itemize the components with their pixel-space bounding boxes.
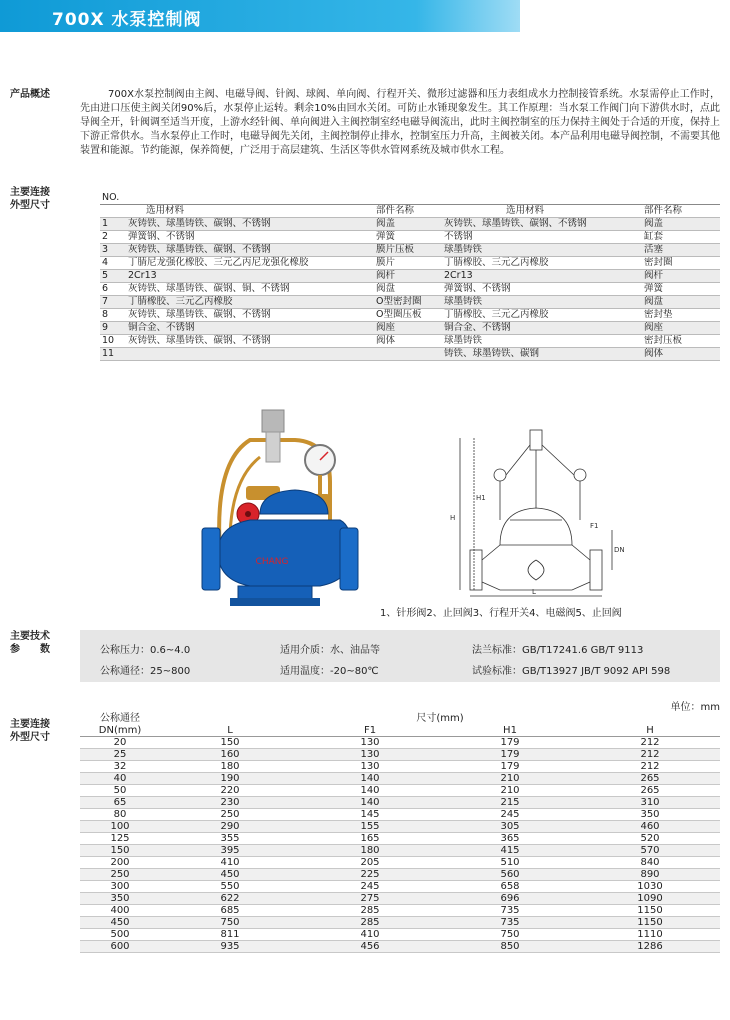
f1-cell: 140 (300, 773, 440, 785)
h-cell: 265 (580, 785, 720, 797)
l-cell: 622 (160, 893, 300, 905)
materials-header-row (100, 205, 720, 218)
materials-no: 8 (100, 309, 126, 322)
material-2: 铸铁、球墨铸铁、碳钢 (442, 348, 642, 361)
h-cell: 1150 (580, 905, 720, 917)
f1-cell: 130 (300, 749, 440, 761)
dimensions-row (80, 941, 720, 953)
f1-cell: 245 (300, 881, 440, 893)
l-cell: 550 (160, 881, 300, 893)
materials-no: 4 (100, 257, 126, 270)
h1-cell: 179 (440, 761, 580, 773)
dn-cell: 450 (80, 917, 160, 929)
materials-row (100, 296, 720, 309)
f1-cell: 225 (300, 869, 440, 881)
dn-cell: 20 (80, 737, 160, 749)
dn-cell: 40 (80, 773, 160, 785)
dimensions-row (80, 917, 720, 929)
part-name-1: 阀体 (374, 335, 442, 348)
h-cell: 212 (580, 737, 720, 749)
tech-test: 试验标准：GB/T13927 JB/T 9092 API 598 (472, 666, 671, 677)
dn-cell: 125 (80, 833, 160, 845)
col-header-f1: F1 (300, 725, 440, 737)
h-cell: 570 (580, 845, 720, 857)
part-name-2: 缸套 (642, 231, 720, 244)
dimensions-row (80, 881, 720, 893)
dn-cell: 400 (80, 905, 160, 917)
materials-label-1: 主要连接 (10, 187, 50, 198)
h1-cell: 510 (440, 857, 580, 869)
materials-row (100, 322, 720, 335)
h1-cell: 735 (440, 917, 580, 929)
material-2: 弹簧钢、不锈钢 (442, 283, 642, 296)
materials-no: 5 (100, 270, 126, 283)
part-name-2: 阀盘 (642, 296, 720, 309)
l-cell: 180 (160, 761, 300, 773)
dimensions-row (80, 929, 720, 941)
f1-cell: 130 (300, 737, 440, 749)
part-name-1: 膜片 (374, 257, 442, 270)
f1-cell: 275 (300, 893, 440, 905)
h1-cell: 179 (440, 737, 580, 749)
f1-cell: 165 (300, 833, 440, 845)
f1-cell: 130 (300, 761, 440, 773)
material-1: 丁腈橡胶、三元乙丙橡胶 (126, 296, 374, 309)
materials-row (100, 218, 720, 231)
dn-header-2: DN(mm) (80, 725, 160, 737)
materials-no: 7 (100, 296, 126, 309)
materials-row (100, 348, 720, 361)
f1-cell: 145 (300, 809, 440, 821)
part-name-1: O型密封圈 (374, 296, 442, 309)
h1-cell: 750 (440, 929, 580, 941)
materials-no: 6 (100, 283, 126, 296)
l-cell: 230 (160, 797, 300, 809)
f1-cell: 285 (300, 905, 440, 917)
material-2: 球墨铸铁 (442, 244, 642, 257)
overview-text: 700X水泵控制阀由主阀、电磁导阀、针阀、球阀、单向阀、行程开关、微形过滤器和压力表组成水力控制接管系统。水泵需停止工作时，先由进口压使主阀关闭90%后，水泵停止运转。剩余10%由回水关闭。可防止水锤现象发生。其工作原理：当水泵工作阀门向下游供水时，点此导阀全开，针阀调至适当开度，上游水经针阀、单向阀进入主阀控制室经电磁导阀流出，此时主阀控制室的压力保持主阀处于合适的开度，保持上下游正常供水。当水泵停止工作时，电磁导阀先关闭，主阀控制停止排水，控制室压力升高，主阀被关闭。本产品利用电磁导阀控制，不需要其他装置和能源。节约能源，保养简便，广泛用于高层建筑、生活区等供水管网系统及城市供水工程。 (80, 89, 720, 156)
l-cell: 935 (160, 941, 300, 953)
drawing-label-h: H (450, 514, 456, 522)
materials-no: 2 (100, 231, 126, 244)
tech-flange: 法兰标准：GB/T17241.6 GB/T 9113 (472, 645, 644, 656)
material-2: 不锈钢 (442, 231, 642, 244)
h-cell: 460 (580, 821, 720, 833)
col-header-l: L (160, 725, 300, 737)
h-cell: 1286 (580, 941, 720, 953)
f1-cell: 155 (300, 821, 440, 833)
size-header: 尺寸(mm) (416, 713, 464, 725)
dn-cell: 250 (80, 869, 160, 881)
materials-no-row (100, 192, 720, 205)
f1-cell: 205 (300, 857, 440, 869)
part-name-1: O型圈压板 (374, 309, 442, 322)
h1-cell: 215 (440, 797, 580, 809)
l-cell: 450 (160, 869, 300, 881)
part-name-2: 密封垫 (642, 309, 720, 322)
dn-cell: 300 (80, 881, 160, 893)
h1-cell: 210 (440, 773, 580, 785)
h-cell: 1030 (580, 881, 720, 893)
drawing-label-f1: F1 (590, 522, 599, 530)
title-bar (0, 0, 520, 32)
materials-no: 11 (100, 348, 126, 361)
h1-cell: 696 (440, 893, 580, 905)
dn-cell: 50 (80, 785, 160, 797)
materials-row (100, 257, 720, 270)
l-cell: 410 (160, 857, 300, 869)
material-2: 2Cr13 (442, 270, 642, 283)
h-cell: 350 (580, 809, 720, 821)
part-name-2: 密封压板 (642, 335, 720, 348)
unit-label: 单位：mm (670, 702, 720, 713)
l-cell: 685 (160, 905, 300, 917)
materials-no: 1 (100, 218, 126, 231)
dn-cell: 500 (80, 929, 160, 941)
tech-label-2: 参 数 (10, 644, 50, 655)
dn-cell: 32 (80, 761, 160, 773)
material-1 (126, 348, 374, 361)
material-1: 2Cr13 (126, 270, 374, 283)
h1-cell: 365 (440, 833, 580, 845)
f1-cell: 285 (300, 917, 440, 929)
h-cell: 310 (580, 797, 720, 809)
material-2: 灰铸铁、球墨铸铁、碳钢、不锈钢 (442, 218, 642, 231)
drawing-label-h1: H1 (476, 494, 486, 502)
materials-row (100, 270, 720, 283)
materials-row (100, 231, 720, 244)
h-cell: 1090 (580, 893, 720, 905)
dimensions-row (80, 833, 720, 845)
tech-pressure: 公称压力：0.6~4.0 (100, 645, 191, 656)
header-part-1: 部件名称 (374, 205, 442, 218)
l-cell: 395 (160, 845, 300, 857)
dn-cell: 25 (80, 749, 160, 761)
h-cell: 1150 (580, 917, 720, 929)
h1-cell: 560 (440, 869, 580, 881)
l-cell: 160 (160, 749, 300, 761)
drawing-label-l: L (532, 588, 536, 596)
overview-label: 产品概述 (10, 89, 50, 100)
tech-temperature: 适用温度：-20~80℃ (280, 666, 379, 677)
l-cell: 290 (160, 821, 300, 833)
dimensions-label-1: 主要连接 (10, 719, 50, 730)
dimensions-header-row-1 (80, 713, 720, 725)
dn-cell: 200 (80, 857, 160, 869)
dimensions-row (80, 845, 720, 857)
part-name-2: 阀盖 (642, 218, 720, 231)
col-header-h: H (580, 725, 720, 737)
material-1: 灰铸铁、球墨铸铁、碳钢、铜、不锈钢 (126, 283, 374, 296)
h-cell: 1110 (580, 929, 720, 941)
col-header-h1: H1 (440, 725, 580, 737)
part-name-2: 阀杆 (642, 270, 720, 283)
part-name-2: 密封圈 (642, 257, 720, 270)
materials-label-2: 外型尺寸 (10, 200, 50, 211)
material-1: 弹簧钢、不锈钢 (126, 231, 374, 244)
header-material-1: 选用材料 (126, 205, 374, 218)
part-name-2: 活塞 (642, 244, 720, 257)
h1-cell: 210 (440, 785, 580, 797)
valve-brand: CHANG (255, 557, 289, 567)
tech-label-1: 主要技术 (10, 631, 50, 642)
f1-cell: 456 (300, 941, 440, 953)
dimensions-row (80, 869, 720, 881)
valve-drawing (440, 420, 630, 600)
part-name-1: 膜片压板 (374, 244, 442, 257)
tech-params-box (80, 630, 720, 682)
dimensions-row (80, 893, 720, 905)
dn-header-1: 公称通径 (100, 713, 140, 725)
dimensions-label-2: 外型尺寸 (10, 732, 50, 743)
materials-row (100, 283, 720, 296)
h-cell: 212 (580, 761, 720, 773)
materials-no: 10 (100, 335, 126, 348)
f1-cell: 140 (300, 797, 440, 809)
h-cell: 840 (580, 857, 720, 869)
materials-no: 9 (100, 322, 126, 335)
dimensions-header-row-2 (80, 725, 720, 737)
l-cell: 811 (160, 929, 300, 941)
drawing-caption: 1、针形阀2、止回阀3、行程开关4、电磁阀5、止回阀 (380, 608, 622, 619)
material-1: 灰铸铁、球墨铸铁、碳钢、不锈钢 (126, 218, 374, 231)
dimensions-row (80, 797, 720, 809)
h1-cell: 735 (440, 905, 580, 917)
materials-row (100, 309, 720, 322)
f1-cell: 180 (300, 845, 440, 857)
l-cell: 220 (160, 785, 300, 797)
tech-diameter: 公称通径：25~800 (100, 666, 191, 677)
dimensions-row (80, 905, 720, 917)
material-1: 丁腈尼龙强化橡胶、三元乙丙尼龙强化橡胶 (126, 257, 374, 270)
dimensions-row (80, 761, 720, 773)
materials-row (100, 335, 720, 348)
part-name-1: 弹簧 (374, 231, 442, 244)
part-name-1: 阀盘 (374, 283, 442, 296)
part-name-2: 阀座 (642, 322, 720, 335)
part-name-1: 阀座 (374, 322, 442, 335)
dimensions-row (80, 785, 720, 797)
part-name-1 (374, 348, 442, 361)
l-cell: 355 (160, 833, 300, 845)
material-1: 灰铸铁、球墨铸铁、碳钢、不锈钢 (126, 309, 374, 322)
header-material-2: 选用材料 (442, 205, 642, 218)
material-1: 灰铸铁、球墨铸铁、碳钢、不锈钢 (126, 244, 374, 257)
materials-no: 3 (100, 244, 126, 257)
l-cell: 150 (160, 737, 300, 749)
h-cell: 265 (580, 773, 720, 785)
dimensions-row (80, 773, 720, 785)
dn-cell: 600 (80, 941, 160, 953)
h1-cell: 850 (440, 941, 580, 953)
h1-cell: 658 (440, 881, 580, 893)
dn-cell: 80 (80, 809, 160, 821)
drawing-label-dn: DN (614, 546, 625, 554)
h1-cell: 305 (440, 821, 580, 833)
valve-photo (190, 402, 360, 618)
dn-cell: 100 (80, 821, 160, 833)
materials-table (100, 192, 720, 361)
material-1: 灰铸铁、球墨铸铁、碳钢、不锈钢 (126, 335, 374, 348)
material-2: 丁腈橡胶、三元乙丙橡胶 (442, 257, 642, 270)
l-cell: 190 (160, 773, 300, 785)
materials-no-label: NO. (100, 192, 126, 205)
dimensions-row (80, 749, 720, 761)
dn-cell: 65 (80, 797, 160, 809)
page-title: 700X 水泵控制阀 (52, 10, 202, 30)
material-2: 球墨铸铁 (442, 335, 642, 348)
part-name-2: 阀体 (642, 348, 720, 361)
f1-cell: 140 (300, 785, 440, 797)
dn-cell: 150 (80, 845, 160, 857)
part-name-1: 阀盖 (374, 218, 442, 231)
part-name-1: 阀杆 (374, 270, 442, 283)
l-cell: 750 (160, 917, 300, 929)
header-part-2: 部件名称 (642, 205, 720, 218)
material-2: 丁腈橡胶、三元乙丙橡胶 (442, 309, 642, 322)
f1-cell: 410 (300, 929, 440, 941)
h-cell: 212 (580, 749, 720, 761)
materials-row (100, 244, 720, 257)
h1-cell: 245 (440, 809, 580, 821)
dimensions-row (80, 737, 720, 749)
part-name-2: 弹簧 (642, 283, 720, 296)
h-cell: 890 (580, 869, 720, 881)
material-2: 铜合金、不锈钢 (442, 322, 642, 335)
material-1: 铜合金、不锈钢 (126, 322, 374, 335)
material-2: 球墨铸铁 (442, 296, 642, 309)
dn-cell: 350 (80, 893, 160, 905)
h1-cell: 179 (440, 749, 580, 761)
dimensions-row (80, 809, 720, 821)
dimensions-row (80, 857, 720, 869)
dimensions-table (80, 713, 720, 953)
h1-cell: 415 (440, 845, 580, 857)
tech-medium: 适用介质：水、油品等 (280, 645, 380, 656)
dimensions-row (80, 821, 720, 833)
h-cell: 520 (580, 833, 720, 845)
l-cell: 250 (160, 809, 300, 821)
